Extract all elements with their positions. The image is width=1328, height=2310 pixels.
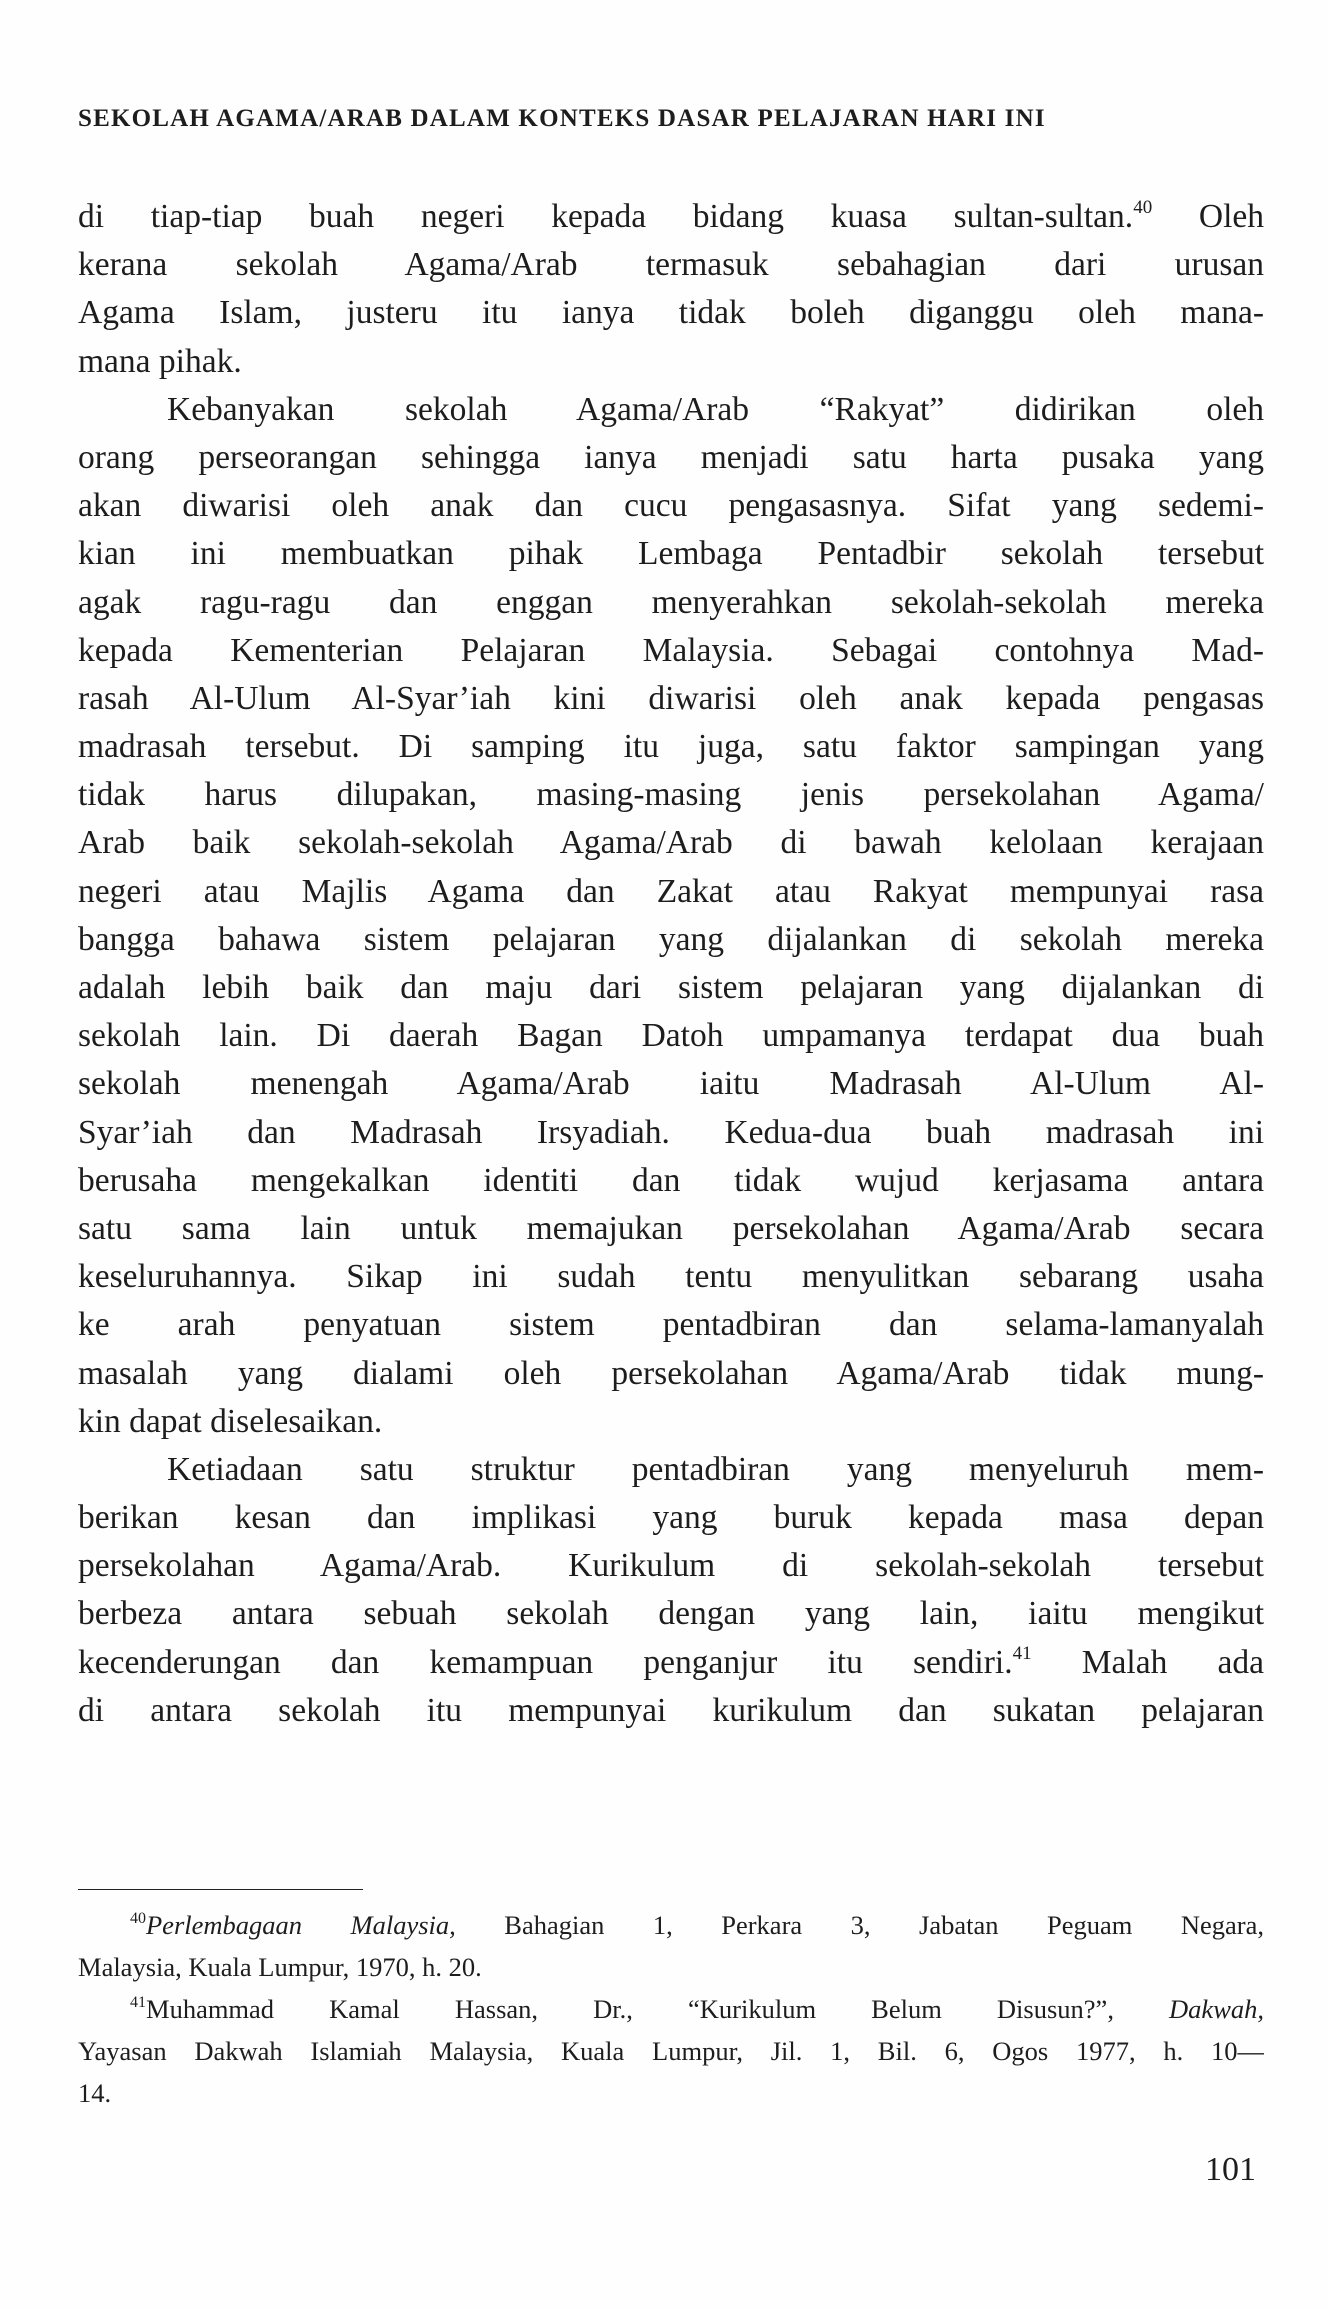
text-line: sekolah lain. Di daerah Bagan Datoh umpamanya terdapat dua buah xyxy=(78,1017,1264,1055)
footnote-41-line: Yayasan Dakwah Islamiah Malaysia, Kuala Lumpur, Jil. 1, Bil. 6, Ogos 1977, h. 10— xyxy=(78,2036,1264,2066)
text-line: persekolahan Agama/Arab. Kurikulum di sekolah-sekolah tersebut xyxy=(78,1547,1264,1585)
text-line: satu sama lain untuk memajukan persekolahan Agama/Arab secara xyxy=(78,1209,1264,1247)
text-line: madrasah tersebut. Di samping itu juga, satu faktor sampingan yang xyxy=(78,728,1264,766)
text-line: akan diwarisi oleh anak dan cucu pengasasnya. Sifat yang sedemi- xyxy=(78,487,1264,525)
text-line: di tiap-tiap buah negeri kepada bidang kuasa sultan-sultan.$^{40}$ Oleh xyxy=(78,196,1264,235)
text-line: mana pihak. xyxy=(78,342,242,380)
text-line: berbeza antara sebuah sekolah dengan yang lain, iaitu mengikut xyxy=(78,1595,1264,1633)
text-line: negeri atau Majlis Agama dan Zakat atau Rakyat mempunyai rasa xyxy=(78,872,1264,910)
footnote-number: 40 xyxy=(130,1909,146,1927)
footnote-40-line: $^{40}$Perlembagaan Malaysia, Bahagian 1, Perkara 3, Jabatan Peguam Negara, xyxy=(130,1909,1264,1940)
text-line: tidak harus dilupakan, masing-masing jenis persekolahan Agama/ xyxy=(78,776,1264,814)
footnote-ref-41[interactable]: 41 xyxy=(1012,1642,1032,1664)
footnote-divider xyxy=(78,1889,363,1890)
text-line: agak ragu-ragu dan enggan menyerahkan sekolah-sekolah mereka xyxy=(78,583,1264,621)
text-line: kian ini membuatkan pihak Lembaga Pentadbir sekolah tersebut xyxy=(78,535,1264,573)
text-line: Syar’iah dan Madrasah Irsyadiah. Kedua-dua buah madrasah ini xyxy=(78,1113,1264,1151)
text-line: kecenderungan dan kemampuan penganjur itu sendiri.$^{41}$ Malah ada xyxy=(78,1642,1264,1681)
text-line: masalah yang dialami oleh persekolahan Agama/Arab tidak mung- xyxy=(78,1354,1264,1392)
text-line: berusaha mengekalkan identiti dan tidak wujud kerjasama antara xyxy=(78,1161,1264,1199)
text-line: keseluruhannya. Sikap ini sudah tentu menyulitkan sebarang usaha xyxy=(78,1258,1264,1296)
footnotes xyxy=(78,1904,1264,2114)
text-line: kepada Kementerian Pelajaran Malaysia. Sebagai contohnya Mad- xyxy=(78,631,1264,669)
text-line: kerana sekolah Agama/Arab termasuk sebahagian dari urusan xyxy=(78,246,1264,284)
text-line: ke arah penyatuan sistem pentadbiran dan selama-lamanyalah xyxy=(78,1306,1264,1344)
text-line: Ketiadaan satu struktur pentadbiran yang menyeluruh mem- xyxy=(167,1450,1264,1488)
text-line: berikan kesan dan implikasi yang buruk kepada masa depan xyxy=(78,1499,1264,1537)
footnote-ref-40[interactable]: 40 xyxy=(1133,196,1153,218)
text-line: di antara sekolah itu mempunyai kurikulum dan sukatan pelajaran xyxy=(78,1691,1264,1729)
footnote-41-line: $^{41}$Muhammad Kamal Hassan, Dr., “Kurikulum Belum Disusun?”, Dakwah, xyxy=(130,1993,1264,2024)
text-line: orang perseorangan sehingga ianya menjadi satu harta pusaka yang xyxy=(78,438,1264,476)
footnote-41-line: 14. xyxy=(78,2078,112,2108)
footnote-number: 41 xyxy=(130,1993,146,2011)
text-line: sekolah menengah Agama/Arab iaitu Madrasah Al-Ulum Al- xyxy=(78,1065,1264,1103)
text-line: bangga bahawa sistem pelajaran yang dijalankan di sekolah mereka xyxy=(78,920,1264,958)
text-line: Arab baik sekolah-sekolah Agama/Arab di bawah kelolaan kerajaan xyxy=(78,824,1264,862)
footnote-40-line: Malaysia, Kuala Lumpur, 1970, h. 20. xyxy=(78,1952,482,1982)
running-head: SEKOLAH AGAMA/ARAB DALAM KONTEKS DASAR PELAJARAN HARI INI xyxy=(78,105,1046,132)
text-line: Agama Islam, justeru itu ianya tidak boleh diganggu oleh mana- xyxy=(78,294,1264,332)
text-line: adalah lebih baik dan maju dari sistem pelajaran yang dijalankan di xyxy=(78,969,1264,1006)
page-number: 101 xyxy=(1205,2151,1256,2188)
text-line: kin dapat diselesaikan. xyxy=(78,1402,383,1440)
text-line: rasah Al-Ulum Al-Syar’iah kini diwarisi oleh anak kepada pengasas xyxy=(78,679,1264,717)
body-text xyxy=(78,193,1264,1735)
text-line: Kebanyakan sekolah Agama/Arab “Rakyat” didirikan oleh xyxy=(167,390,1264,428)
